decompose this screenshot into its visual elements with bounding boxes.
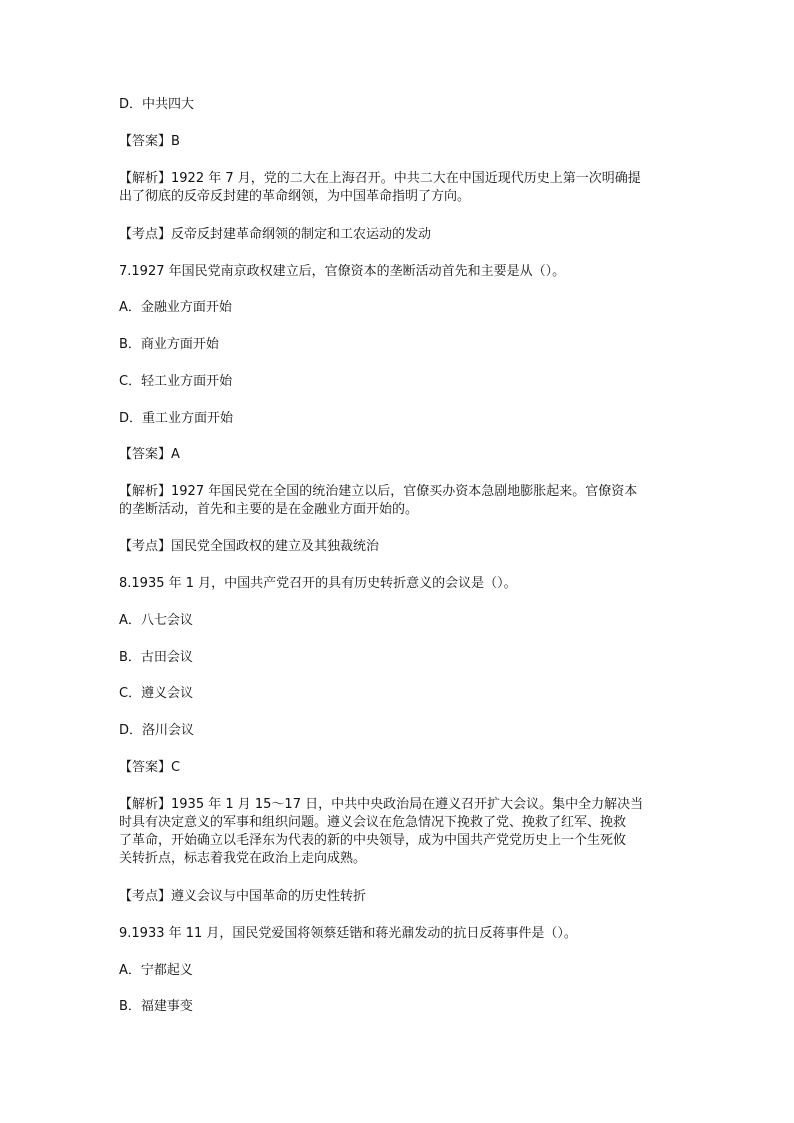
- q8-question: 8.1935 年 1 月，中国共产党召开的具有历史转折意义的会议是（）。: [119, 576, 517, 591]
- q7-answer: 【答案】A: [119, 447, 180, 462]
- q7-analysis-line-1: 【解析】1927 年国民党在全国的统治建立以后，官僚买办资本急剧地膨胀起来。官僚资本: [119, 484, 638, 499]
- q6-analysis-line-1: 【解析】1922 年 7 月，党的二大在上海召开。中共二大在中国近现代历史上第一次明确提: [119, 171, 641, 186]
- q7-question: 7.1927 年国民党南京政权建立后，官僚资本的垄断活动首先和主要是从（）。: [119, 264, 566, 279]
- q9-question: 9.1933 年 11 月，国民党爱国将领蔡廷锴和蒋光鼐发动的抗日反蒋事件是（）。: [119, 926, 577, 941]
- q8-exam-point: 【考点】遵义会议与中国革命的历史性转折: [119, 889, 367, 904]
- q6-analysis-line-2: 出了彻底的反帝反封建的革命纲领，为中国革命指明了方向。: [119, 189, 471, 204]
- q8-option-d: D．洛川会议: [119, 723, 195, 738]
- q8-option-b: B．古田会议: [119, 650, 193, 665]
- q7-option-a: A．金融业方面开始: [119, 300, 232, 315]
- q8-analysis-line-3: 了革命，开始确立以毛泽东为代表的新的中央领导，成为中国共产党党历史上一个生死攸: [119, 833, 627, 848]
- q8-analysis-line-4: 关转折点，标志着我党在政治上走向成熟。: [119, 851, 367, 866]
- q9-option-a: A．宁都起义: [119, 963, 193, 978]
- q8-analysis-line-1: 【解析】1935 年 1 月 15～17 日，中共中央政治局在遵义召开扩大会议。集中全力解决当: [119, 797, 644, 812]
- q7-option-d: D．重工业方面开始: [119, 411, 234, 426]
- q8-answer: 【答案】C: [119, 760, 181, 775]
- q6-answer: 【答案】B: [119, 134, 180, 149]
- q9-option-b: B．福建事变: [119, 999, 193, 1014]
- q8-option-c: C．遵义会议: [119, 686, 194, 701]
- q6-option-d: D．中共四大: [119, 97, 195, 112]
- q7-option-b: B．商业方面开始: [119, 337, 219, 352]
- q7-analysis-line-2: 的垄断活动，首先和主要的是在金融业方面开始的。: [119, 502, 419, 517]
- q7-option-c: C．轻工业方面开始: [119, 374, 233, 389]
- q7-exam-point: 【考点】国民党全国政权的建立及其独裁统治: [119, 539, 380, 554]
- q8-analysis-line-2: 时具有决定意义的军事和组织问题。遵义会议在危急情况下挽救了党、挽救了红军、挽救: [119, 815, 627, 830]
- q6-exam-point: 【考点】反帝反封建革命纲领的制定和工农运动的发动: [119, 227, 432, 242]
- q8-option-a: A．八七会议: [119, 613, 193, 628]
